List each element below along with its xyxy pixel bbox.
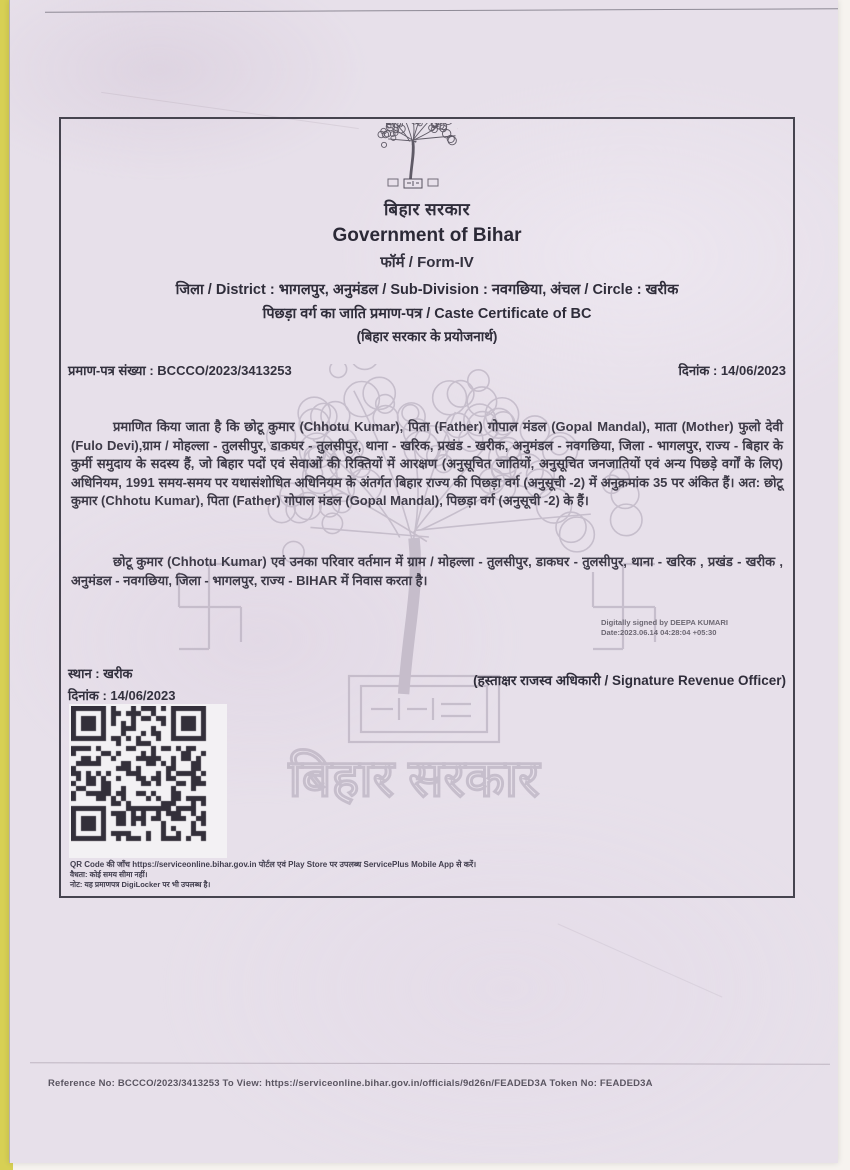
paper-crease [558,923,723,997]
form-number-line: फॉर्म / Form-IV [380,254,474,271]
district-subdivision-circle-line: जिला / District : भागलपुर, अनुमंडल / Sub-Division : नवगछिया, अंचल / Circle : खरीक [175,282,679,298]
paper-crease [30,1062,830,1064]
certificate-border-box [59,117,795,898]
issue-place: स्थान : खरीक [68,666,133,681]
digilocker-note: नोट: यह प्रमाणपत्र DigiLocker पर भी उपलब्ध है। [70,880,211,889]
watermark-text: बिहार सरकार [288,750,540,808]
title-hindi: बिहार सरकार [383,200,471,219]
qr-verification-note: QR Code की जाँच https://serviceonline.bihar.gov.in पोर्टल एवं Play Store पर उपलब्ध ServicePlus Mobile App से करें। [70,860,477,869]
signature-revenue-officer-line: (हस्ताक्षर राजस्व अधिकारी / Signature Revenue Officer) [473,673,786,688]
digital-signature-block [601,618,801,638]
issue-date-top: दिनांक : 14/06/2023 [678,363,786,378]
certificate-number: प्रमाण-पत्र संख्या : BCCCO/2023/3413253 [68,363,292,378]
title-english: Government of Bihar [332,225,522,246]
paper-top-edge-line [45,8,838,12]
footer-reference-line: Reference No: BCCCO/2023/3413253 To View: https://serviceonline.bihar.gov.in/officials/9d26n/FEADED3A Token No: FEADED3A [48,1078,653,1089]
qr-notes-block [70,859,630,890]
issue-place-date-block [68,663,175,707]
certificate-body-paragraph-2: छोटू कुमार (Chhotu Kumar) एवं उनका परिवार वर्तमान में ग्राम / मोहल्ला - तुलसीपुर, डाकघर - तुलसीपुर, थाना - खरिक , प्रखंड - खरीक , अनुमंडल - नवगछिया, जिला - भागलपुर, राज्य - BIHAR में निवास करता है। [71,554,783,588]
certificate-header [61,123,793,272]
certificate-title-line: पिछड़ा वर्ग का जाति प्रमाण-पत्र / Caste Certificate of BC [262,306,592,322]
purpose-line: (बिहार सरकार के प्रयोजनार्थ) [356,329,498,344]
bihar-government-emblem-icon [368,123,458,193]
certificate-body-paragraph-1: प्रमाणित किया जाता है कि छोटू कुमार (Chhotu Kumar), पिता (Father) गोपाल मंडल (Gopal Mandal), माता (Mother) फुलो देवी (Fulo Devi),ग्राम / मोहल्ला - तुलसीपुर, डाकघर - तुलसीपुर, थाना - खरिक, प्रखंड - खरीक, अनुमंडल - नवगछिया, जिला - भागलपुर, राज्य - बिहार के कुर्मी समुदाय के सदस्य हैं, जो बिहार पदों एवं सेवाओं की रिक्तियों में आरक्षण (अनुसूचित जातियों, अनुसूचित जनजातियों एवं अन्य पिछड़े वर्गों के लिए) अधिनियम, 1991 समय-समय पर यथासंशोधित अधिनियम के अंतर्गत बिहार राज्य की पिछड़ा वर्ग (अनुसूची -2) में अनुक्रमांक 35 पर अंकित हैं। अत: छोटू कुमार (Chhotu Kumar), पिता (Father) गोपाल मंडल (Gopal Mandal), पिछड़ा वर्ग (अनुसूची -2) के हैं। [71,419,783,509]
qr-code-image [71,706,223,854]
validity-note: वैधता: कोई समय सीमा नहीं। [70,870,148,879]
certificate-paper [9,0,838,1163]
certificate-subheader [61,279,793,345]
qr-code [69,704,227,858]
issue-date: दिनांक : 14/06/2023 [68,688,176,703]
digital-signature-line2: Date:2023.06.14 04:28:04 +05:30 [601,628,717,637]
digital-signature-line1: Digitally signed by DEEPA KUMARI [601,618,728,627]
